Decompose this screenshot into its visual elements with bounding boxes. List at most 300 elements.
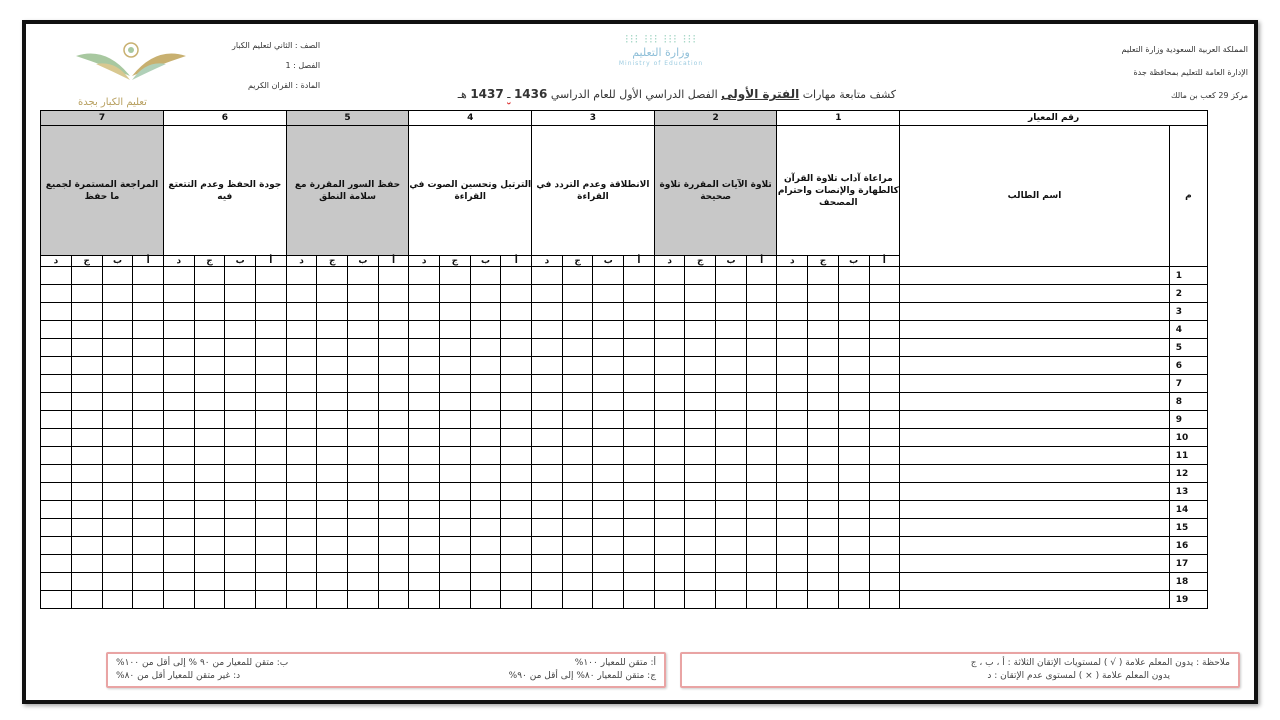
mark-cell[interactable] (562, 375, 593, 393)
student-name-cell[interactable] (900, 447, 1170, 465)
mark-cell[interactable] (409, 447, 440, 465)
mark-cell[interactable] (71, 429, 102, 447)
mark-cell[interactable] (777, 591, 808, 609)
mark-cell[interactable] (256, 303, 287, 321)
mark-cell[interactable] (685, 555, 716, 573)
mark-cell[interactable] (348, 393, 379, 411)
mark-cell[interactable] (593, 285, 624, 303)
mark-cell[interactable] (808, 339, 839, 357)
mark-cell[interactable] (716, 285, 747, 303)
mark-cell[interactable] (440, 429, 471, 447)
mark-cell[interactable] (716, 321, 747, 339)
mark-cell[interactable] (777, 465, 808, 483)
mark-cell[interactable] (194, 465, 225, 483)
mark-cell[interactable] (654, 375, 685, 393)
mark-cell[interactable] (317, 303, 348, 321)
mark-cell[interactable] (470, 573, 501, 591)
mark-cell[interactable] (102, 519, 133, 537)
mark-cell[interactable] (41, 375, 72, 393)
mark-cell[interactable] (41, 447, 72, 465)
mark-cell[interactable] (654, 465, 685, 483)
mark-cell[interactable] (133, 429, 164, 447)
mark-cell[interactable] (532, 285, 563, 303)
mark-cell[interactable] (532, 429, 563, 447)
mark-cell[interactable] (102, 573, 133, 591)
mark-cell[interactable] (317, 447, 348, 465)
mark-cell[interactable] (654, 519, 685, 537)
mark-cell[interactable] (470, 393, 501, 411)
mark-cell[interactable] (869, 519, 900, 537)
mark-cell[interactable] (654, 573, 685, 591)
mark-cell[interactable] (777, 267, 808, 285)
mark-cell[interactable] (838, 321, 869, 339)
mark-cell[interactable] (41, 465, 72, 483)
mark-cell[interactable] (593, 555, 624, 573)
mark-cell[interactable] (256, 411, 287, 429)
mark-cell[interactable] (102, 321, 133, 339)
mark-cell[interactable] (71, 465, 102, 483)
mark-cell[interactable] (163, 303, 194, 321)
mark-cell[interactable] (624, 339, 655, 357)
mark-cell[interactable] (532, 591, 563, 609)
mark-cell[interactable] (440, 555, 471, 573)
mark-cell[interactable] (685, 519, 716, 537)
mark-cell[interactable] (133, 267, 164, 285)
mark-cell[interactable] (716, 447, 747, 465)
mark-cell[interactable] (593, 447, 624, 465)
mark-cell[interactable] (440, 411, 471, 429)
mark-cell[interactable] (685, 339, 716, 357)
mark-cell[interactable] (409, 555, 440, 573)
mark-cell[interactable] (41, 429, 72, 447)
mark-cell[interactable] (409, 501, 440, 519)
mark-cell[interactable] (133, 303, 164, 321)
mark-cell[interactable] (41, 411, 72, 429)
mark-cell[interactable] (102, 483, 133, 501)
mark-cell[interactable] (256, 591, 287, 609)
student-name-cell[interactable] (900, 393, 1170, 411)
mark-cell[interactable] (777, 285, 808, 303)
mark-cell[interactable] (440, 501, 471, 519)
mark-cell[interactable] (777, 321, 808, 339)
mark-cell[interactable] (102, 465, 133, 483)
mark-cell[interactable] (317, 321, 348, 339)
mark-cell[interactable] (808, 285, 839, 303)
mark-cell[interactable] (808, 573, 839, 591)
mark-cell[interactable] (593, 483, 624, 501)
mark-cell[interactable] (838, 573, 869, 591)
mark-cell[interactable] (470, 357, 501, 375)
mark-cell[interactable] (225, 591, 256, 609)
mark-cell[interactable] (378, 447, 409, 465)
mark-cell[interactable] (286, 321, 317, 339)
mark-cell[interactable] (163, 537, 194, 555)
student-name-cell[interactable] (900, 465, 1170, 483)
mark-cell[interactable] (102, 591, 133, 609)
mark-cell[interactable] (225, 267, 256, 285)
mark-cell[interactable] (317, 501, 348, 519)
student-name-cell[interactable] (900, 555, 1170, 573)
mark-cell[interactable] (133, 375, 164, 393)
mark-cell[interactable] (256, 285, 287, 303)
mark-cell[interactable] (102, 447, 133, 465)
mark-cell[interactable] (378, 573, 409, 591)
mark-cell[interactable] (194, 447, 225, 465)
mark-cell[interactable] (532, 411, 563, 429)
mark-cell[interactable] (593, 321, 624, 339)
mark-cell[interactable] (41, 357, 72, 375)
mark-cell[interactable] (378, 339, 409, 357)
mark-cell[interactable] (808, 321, 839, 339)
mark-cell[interactable] (777, 339, 808, 357)
mark-cell[interactable] (470, 339, 501, 357)
mark-cell[interactable] (838, 555, 869, 573)
mark-cell[interactable] (286, 465, 317, 483)
mark-cell[interactable] (348, 519, 379, 537)
mark-cell[interactable] (562, 483, 593, 501)
mark-cell[interactable] (777, 519, 808, 537)
mark-cell[interactable] (624, 303, 655, 321)
mark-cell[interactable] (348, 573, 379, 591)
student-name-cell[interactable] (900, 375, 1170, 393)
mark-cell[interactable] (133, 339, 164, 357)
mark-cell[interactable] (41, 537, 72, 555)
mark-cell[interactable] (133, 591, 164, 609)
mark-cell[interactable] (194, 411, 225, 429)
mark-cell[interactable] (409, 375, 440, 393)
mark-cell[interactable] (41, 555, 72, 573)
mark-cell[interactable] (869, 555, 900, 573)
mark-cell[interactable] (102, 429, 133, 447)
mark-cell[interactable] (163, 411, 194, 429)
student-name-cell[interactable] (900, 429, 1170, 447)
mark-cell[interactable] (716, 555, 747, 573)
mark-cell[interactable] (41, 393, 72, 411)
mark-cell[interactable] (286, 375, 317, 393)
mark-cell[interactable] (777, 573, 808, 591)
mark-cell[interactable] (501, 303, 532, 321)
mark-cell[interactable] (716, 267, 747, 285)
mark-cell[interactable] (746, 519, 777, 537)
mark-cell[interactable] (685, 591, 716, 609)
mark-cell[interactable] (654, 303, 685, 321)
mark-cell[interactable] (378, 519, 409, 537)
mark-cell[interactable] (808, 519, 839, 537)
mark-cell[interactable] (501, 573, 532, 591)
mark-cell[interactable] (440, 465, 471, 483)
mark-cell[interactable] (838, 429, 869, 447)
mark-cell[interactable] (746, 483, 777, 501)
mark-cell[interactable] (71, 339, 102, 357)
mark-cell[interactable] (808, 393, 839, 411)
mark-cell[interactable] (378, 411, 409, 429)
mark-cell[interactable] (562, 285, 593, 303)
mark-cell[interactable] (409, 321, 440, 339)
mark-cell[interactable] (348, 375, 379, 393)
mark-cell[interactable] (194, 573, 225, 591)
mark-cell[interactable] (685, 303, 716, 321)
mark-cell[interactable] (746, 321, 777, 339)
mark-cell[interactable] (838, 285, 869, 303)
mark-cell[interactable] (348, 555, 379, 573)
mark-cell[interactable] (256, 429, 287, 447)
mark-cell[interactable] (71, 267, 102, 285)
mark-cell[interactable] (624, 465, 655, 483)
mark-cell[interactable] (501, 429, 532, 447)
mark-cell[interactable] (317, 573, 348, 591)
mark-cell[interactable] (378, 555, 409, 573)
mark-cell[interactable] (777, 429, 808, 447)
mark-cell[interactable] (808, 591, 839, 609)
mark-cell[interactable] (716, 537, 747, 555)
mark-cell[interactable] (256, 393, 287, 411)
mark-cell[interactable] (562, 501, 593, 519)
mark-cell[interactable] (654, 447, 685, 465)
mark-cell[interactable] (532, 537, 563, 555)
mark-cell[interactable] (501, 483, 532, 501)
mark-cell[interactable] (286, 303, 317, 321)
mark-cell[interactable] (286, 591, 317, 609)
mark-cell[interactable] (378, 285, 409, 303)
mark-cell[interactable] (71, 591, 102, 609)
mark-cell[interactable] (409, 483, 440, 501)
student-name-cell[interactable] (900, 411, 1170, 429)
mark-cell[interactable] (501, 447, 532, 465)
mark-cell[interactable] (102, 393, 133, 411)
mark-cell[interactable] (716, 303, 747, 321)
mark-cell[interactable] (348, 339, 379, 357)
mark-cell[interactable] (317, 537, 348, 555)
mark-cell[interactable] (869, 429, 900, 447)
mark-cell[interactable] (256, 501, 287, 519)
mark-cell[interactable] (133, 573, 164, 591)
mark-cell[interactable] (777, 555, 808, 573)
mark-cell[interactable] (440, 573, 471, 591)
mark-cell[interactable] (838, 501, 869, 519)
mark-cell[interactable] (225, 447, 256, 465)
mark-cell[interactable] (777, 537, 808, 555)
mark-cell[interactable] (348, 591, 379, 609)
mark-cell[interactable] (41, 339, 72, 357)
mark-cell[interactable] (317, 339, 348, 357)
mark-cell[interactable] (194, 339, 225, 357)
student-name-cell[interactable] (900, 573, 1170, 591)
mark-cell[interactable] (225, 483, 256, 501)
mark-cell[interactable] (225, 429, 256, 447)
mark-cell[interactable] (133, 555, 164, 573)
mark-cell[interactable] (409, 429, 440, 447)
mark-cell[interactable] (71, 411, 102, 429)
mark-cell[interactable] (593, 591, 624, 609)
mark-cell[interactable] (808, 375, 839, 393)
mark-cell[interactable] (133, 393, 164, 411)
mark-cell[interactable] (378, 321, 409, 339)
mark-cell[interactable] (501, 501, 532, 519)
mark-cell[interactable] (685, 429, 716, 447)
mark-cell[interactable] (746, 447, 777, 465)
mark-cell[interactable] (593, 267, 624, 285)
mark-cell[interactable] (838, 267, 869, 285)
mark-cell[interactable] (378, 501, 409, 519)
mark-cell[interactable] (532, 555, 563, 573)
mark-cell[interactable] (348, 285, 379, 303)
mark-cell[interactable] (808, 501, 839, 519)
mark-cell[interactable] (256, 519, 287, 537)
mark-cell[interactable] (225, 285, 256, 303)
mark-cell[interactable] (838, 465, 869, 483)
mark-cell[interactable] (470, 429, 501, 447)
mark-cell[interactable] (378, 375, 409, 393)
mark-cell[interactable] (716, 465, 747, 483)
mark-cell[interactable] (286, 393, 317, 411)
mark-cell[interactable] (71, 483, 102, 501)
mark-cell[interactable] (624, 537, 655, 555)
mark-cell[interactable] (225, 519, 256, 537)
mark-cell[interactable] (685, 267, 716, 285)
mark-cell[interactable] (256, 573, 287, 591)
mark-cell[interactable] (133, 285, 164, 303)
mark-cell[interactable] (102, 501, 133, 519)
mark-cell[interactable] (440, 393, 471, 411)
mark-cell[interactable] (286, 411, 317, 429)
mark-cell[interactable] (286, 285, 317, 303)
mark-cell[interactable] (808, 429, 839, 447)
mark-cell[interactable] (225, 393, 256, 411)
mark-cell[interactable] (194, 393, 225, 411)
mark-cell[interactable] (256, 267, 287, 285)
mark-cell[interactable] (194, 375, 225, 393)
mark-cell[interactable] (194, 357, 225, 375)
mark-cell[interactable] (378, 483, 409, 501)
mark-cell[interactable] (838, 591, 869, 609)
mark-cell[interactable] (869, 573, 900, 591)
mark-cell[interactable] (378, 465, 409, 483)
mark-cell[interactable] (409, 591, 440, 609)
mark-cell[interactable] (532, 447, 563, 465)
mark-cell[interactable] (163, 501, 194, 519)
mark-cell[interactable] (378, 429, 409, 447)
mark-cell[interactable] (133, 483, 164, 501)
mark-cell[interactable] (470, 465, 501, 483)
mark-cell[interactable] (501, 375, 532, 393)
mark-cell[interactable] (869, 465, 900, 483)
mark-cell[interactable] (409, 465, 440, 483)
mark-cell[interactable] (317, 393, 348, 411)
mark-cell[interactable] (286, 555, 317, 573)
mark-cell[interactable] (225, 501, 256, 519)
mark-cell[interactable] (163, 267, 194, 285)
mark-cell[interactable] (470, 321, 501, 339)
mark-cell[interactable] (501, 555, 532, 573)
mark-cell[interactable] (163, 465, 194, 483)
student-name-cell[interactable] (900, 483, 1170, 501)
mark-cell[interactable] (654, 483, 685, 501)
mark-cell[interactable] (562, 267, 593, 285)
mark-cell[interactable] (194, 267, 225, 285)
mark-cell[interactable] (71, 555, 102, 573)
mark-cell[interactable] (133, 501, 164, 519)
mark-cell[interactable] (562, 429, 593, 447)
mark-cell[interactable] (808, 267, 839, 285)
mark-cell[interactable] (348, 465, 379, 483)
mark-cell[interactable] (163, 339, 194, 357)
mark-cell[interactable] (654, 285, 685, 303)
mark-cell[interactable] (194, 321, 225, 339)
mark-cell[interactable] (440, 339, 471, 357)
mark-cell[interactable] (716, 483, 747, 501)
mark-cell[interactable] (409, 303, 440, 321)
mark-cell[interactable] (746, 303, 777, 321)
mark-cell[interactable] (163, 555, 194, 573)
mark-cell[interactable] (777, 375, 808, 393)
mark-cell[interactable] (133, 519, 164, 537)
mark-cell[interactable] (869, 447, 900, 465)
mark-cell[interactable] (470, 537, 501, 555)
mark-cell[interactable] (225, 465, 256, 483)
mark-cell[interactable] (133, 321, 164, 339)
mark-cell[interactable] (71, 573, 102, 591)
mark-cell[interactable] (163, 285, 194, 303)
mark-cell[interactable] (71, 285, 102, 303)
mark-cell[interactable] (470, 303, 501, 321)
mark-cell[interactable] (41, 519, 72, 537)
mark-cell[interactable] (869, 339, 900, 357)
mark-cell[interactable] (838, 357, 869, 375)
mark-cell[interactable] (378, 537, 409, 555)
student-name-cell[interactable] (900, 501, 1170, 519)
mark-cell[interactable] (348, 429, 379, 447)
student-name-cell[interactable] (900, 285, 1170, 303)
mark-cell[interactable] (562, 447, 593, 465)
mark-cell[interactable] (317, 357, 348, 375)
mark-cell[interactable] (440, 285, 471, 303)
mark-cell[interactable] (256, 375, 287, 393)
mark-cell[interactable] (654, 591, 685, 609)
mark-cell[interactable] (501, 393, 532, 411)
mark-cell[interactable] (716, 339, 747, 357)
mark-cell[interactable] (869, 501, 900, 519)
mark-cell[interactable] (624, 411, 655, 429)
mark-cell[interactable] (470, 591, 501, 609)
mark-cell[interactable] (593, 573, 624, 591)
mark-cell[interactable] (777, 357, 808, 375)
mark-cell[interactable] (317, 411, 348, 429)
mark-cell[interactable] (654, 555, 685, 573)
mark-cell[interactable] (41, 303, 72, 321)
mark-cell[interactable] (286, 357, 317, 375)
mark-cell[interactable] (71, 537, 102, 555)
mark-cell[interactable] (102, 285, 133, 303)
student-name-cell[interactable] (900, 591, 1170, 609)
mark-cell[interactable] (838, 483, 869, 501)
mark-cell[interactable] (41, 321, 72, 339)
mark-cell[interactable] (685, 537, 716, 555)
mark-cell[interactable] (348, 267, 379, 285)
mark-cell[interactable] (869, 303, 900, 321)
mark-cell[interactable] (225, 303, 256, 321)
mark-cell[interactable] (194, 501, 225, 519)
mark-cell[interactable] (225, 321, 256, 339)
mark-cell[interactable] (746, 573, 777, 591)
mark-cell[interactable] (685, 465, 716, 483)
mark-cell[interactable] (501, 267, 532, 285)
mark-cell[interactable] (470, 447, 501, 465)
mark-cell[interactable] (746, 501, 777, 519)
mark-cell[interactable] (777, 447, 808, 465)
mark-cell[interactable] (71, 303, 102, 321)
mark-cell[interactable] (838, 339, 869, 357)
student-name-cell[interactable] (900, 537, 1170, 555)
